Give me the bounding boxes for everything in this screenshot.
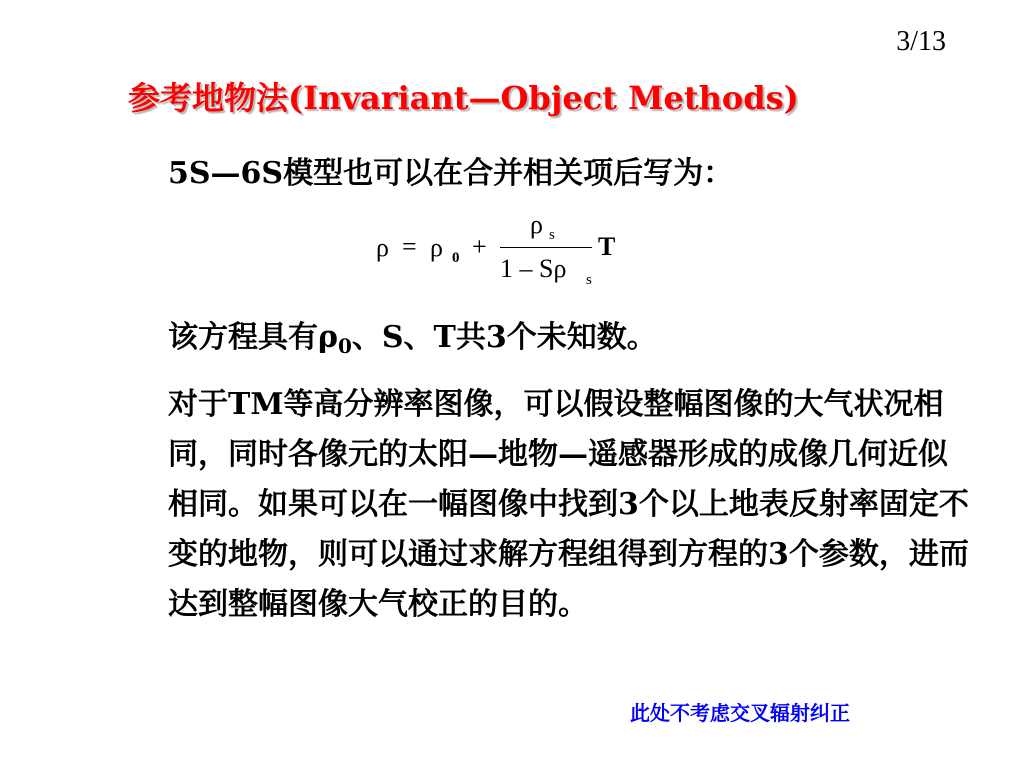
formula-denominator-subscript: s xyxy=(586,272,592,288)
fraction-bar xyxy=(500,247,592,248)
formula-numerator: ρ xyxy=(530,210,543,239)
formula-rho0: ρ xyxy=(430,233,443,262)
formula-denominator: 1 – Sρ xyxy=(500,254,567,283)
formula-rho0-subscript: 0 xyxy=(452,250,460,266)
intro-text: 5S—6S模型也可以在合并相关项后写为： xyxy=(168,156,734,191)
unknowns-text-before: 该方程具有ρ xyxy=(168,320,338,355)
formula-equals: = xyxy=(402,232,417,261)
formula xyxy=(372,210,632,290)
formula-rho: ρ xyxy=(376,233,389,262)
formula-T: T xyxy=(598,232,616,261)
unknowns-text-after: 、S、T共3个未知数。 xyxy=(351,320,657,355)
formula-numerator-subscript: s xyxy=(549,227,555,243)
method-paragraph: 对于TM等高分辨率图像，可以假设整幅图像的大气状况相同，同时各像元的太阳—地物—遥感器形成的成像几何近似相同。如果可以在一幅图像中找到3个以上地表反射率固定不变的地物，则可以通过求解方程组得到方程的3个参数，进而达到整幅图像大气校正的目的。 xyxy=(168,387,969,622)
page-number: 3/13 xyxy=(896,26,946,57)
unknowns-paragraph xyxy=(168,318,657,366)
footnote: 此处不考虑交叉辐射纠正 xyxy=(630,701,850,725)
unknowns-rho-subscript: 0 xyxy=(337,334,352,358)
slide-title: 参考地物法(Invariant—Object Methods) xyxy=(128,79,799,117)
formula-plus: + xyxy=(472,232,487,261)
